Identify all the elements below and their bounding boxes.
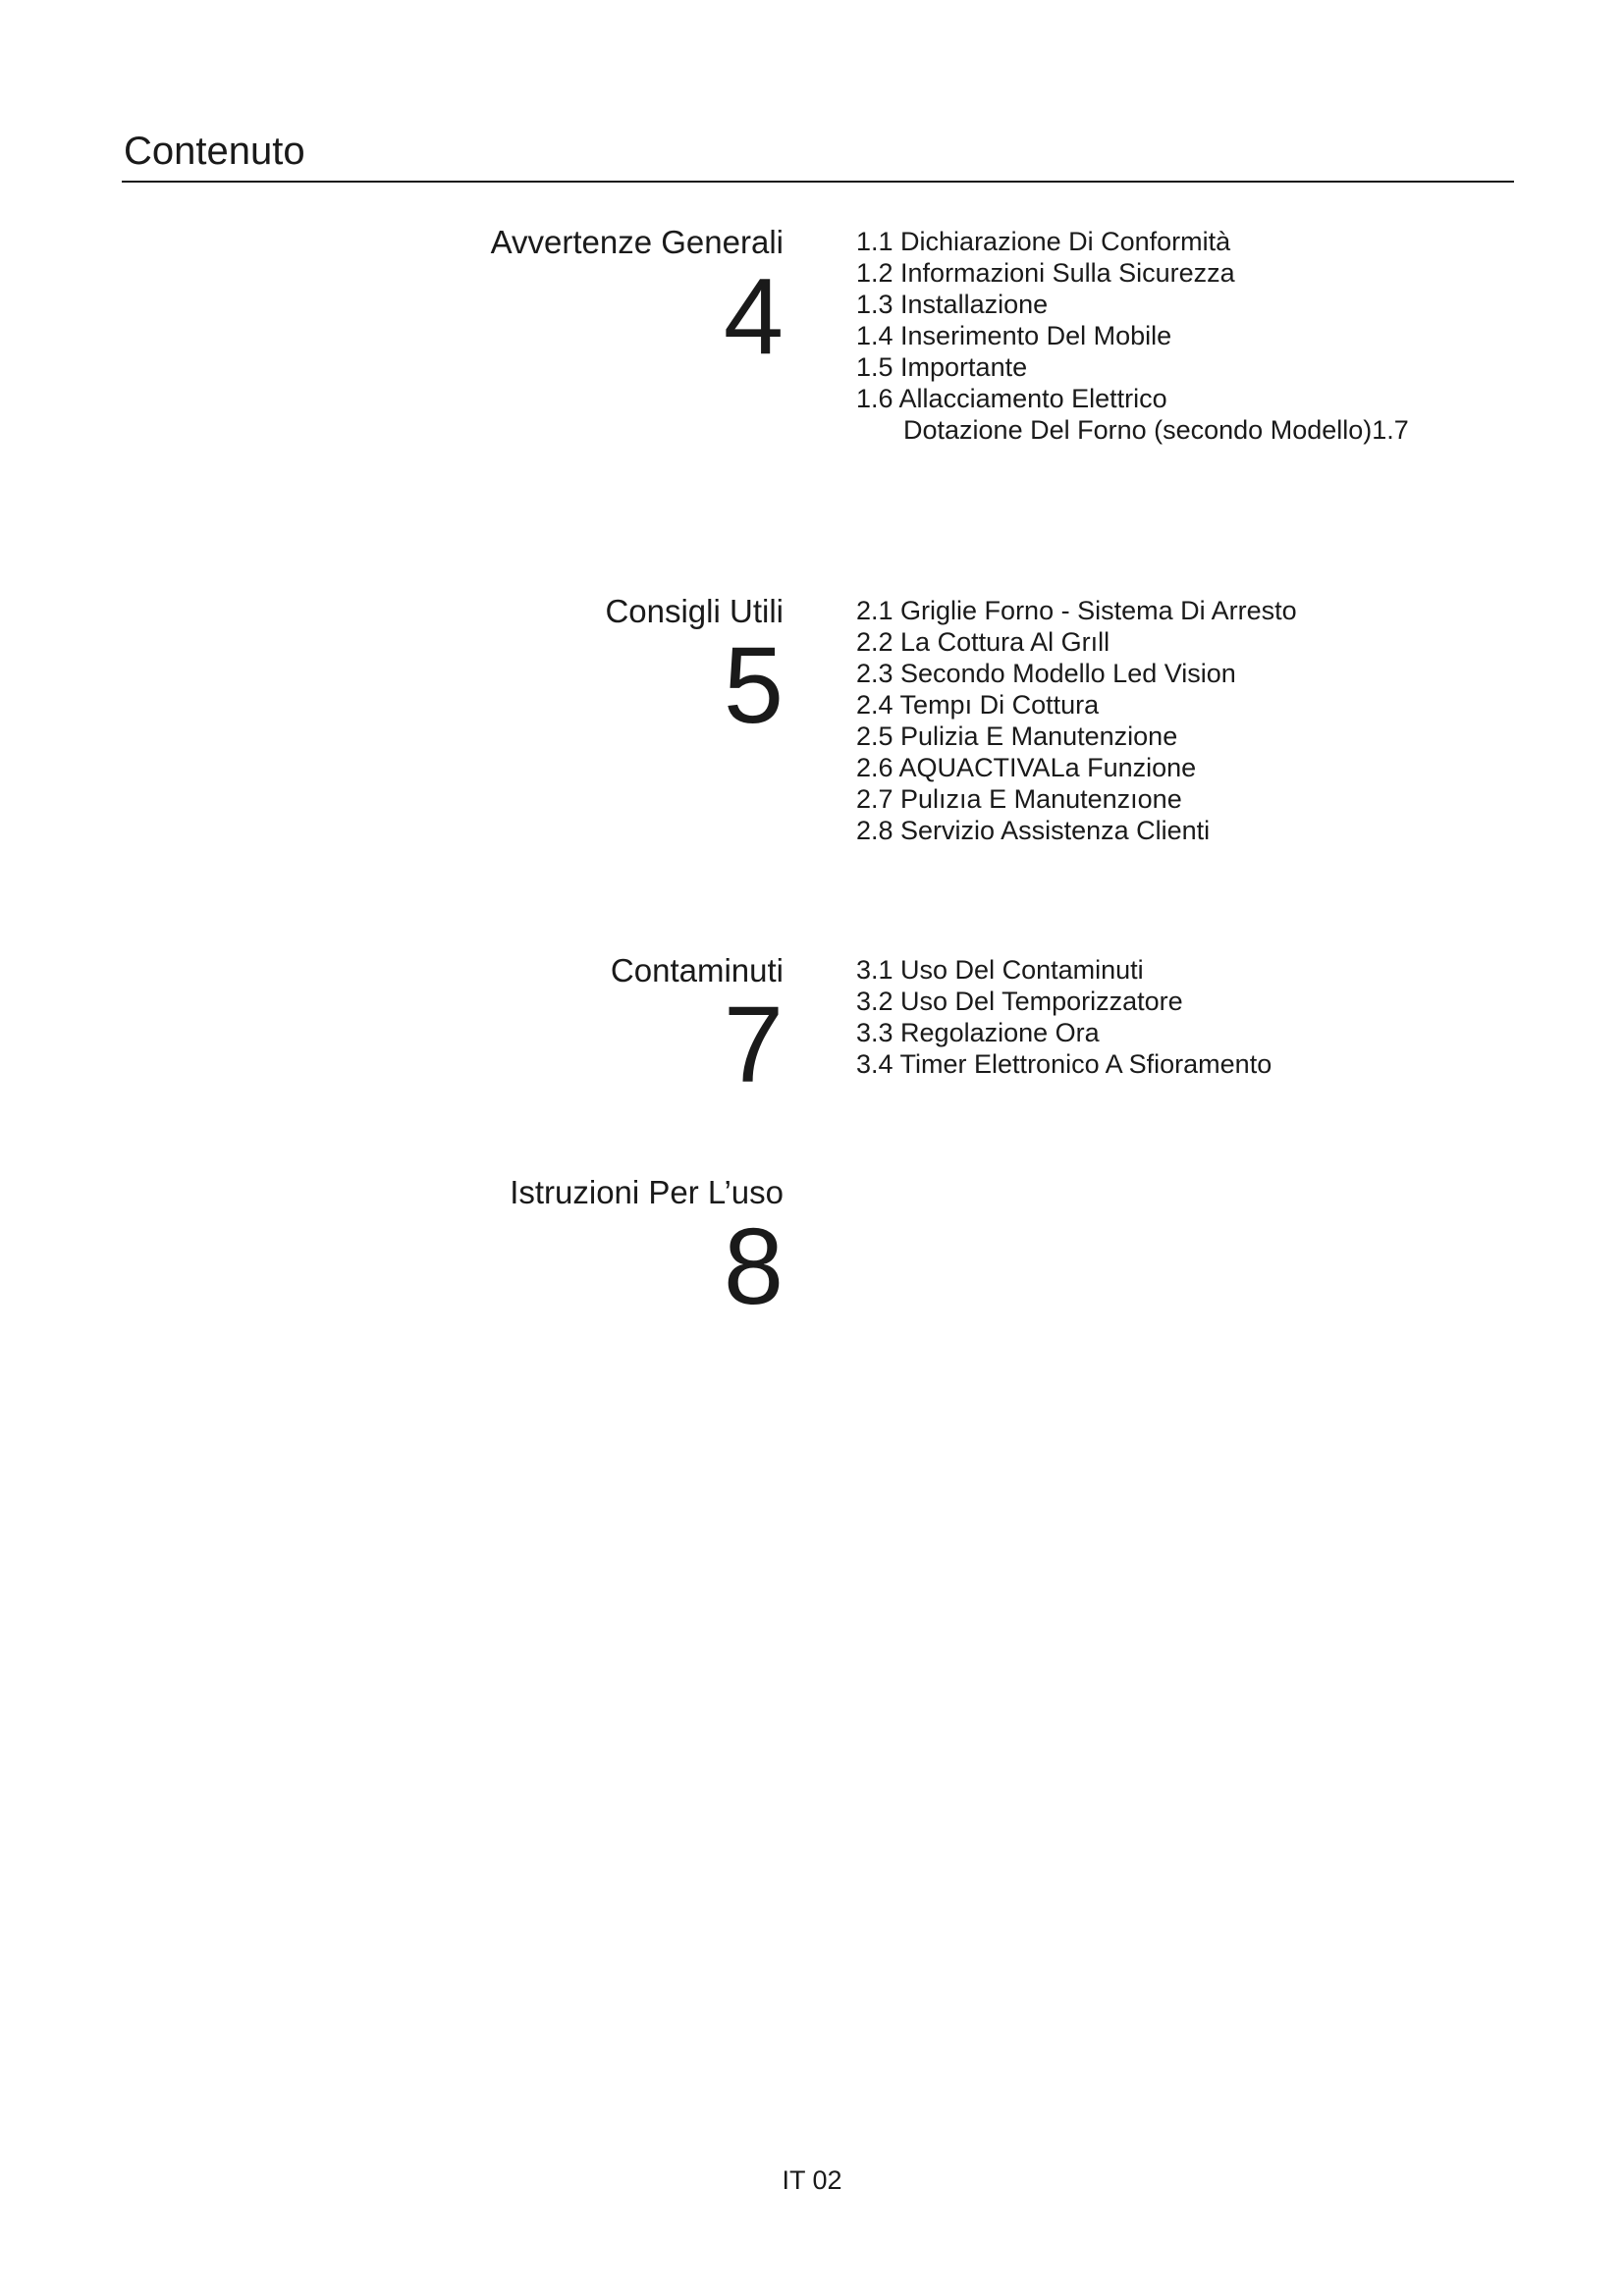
section-heading: Avvertenze Generali bbox=[490, 224, 784, 260]
section-page-number: 8 bbox=[723, 1206, 784, 1327]
toc-item: 2.8 Servizio Assistenza Clienti bbox=[856, 816, 1211, 845]
section-heading: Istruzioni Per L’uso bbox=[510, 1174, 784, 1210]
section-page-number: 4 bbox=[723, 256, 784, 377]
toc-item: 2.7 Pulızıa E Manutenzıone bbox=[856, 784, 1182, 814]
toc-item: 2.3 Secondo Modello Led Vision bbox=[856, 659, 1236, 688]
toc-item: 1.6 Allacciamento Elettrico bbox=[856, 384, 1167, 413]
section-item-list bbox=[856, 226, 1409, 446]
toc-item: 2.1 Griglie Forno - Sistema Di Arresto bbox=[856, 596, 1297, 625]
toc-item: 2.2 La Cottura Al Grıll bbox=[856, 627, 1110, 657]
toc-item: 1.4 Inserimento Del Mobile bbox=[856, 321, 1172, 350]
section-page-number: 7 bbox=[723, 985, 784, 1105]
toc-item: 2.4 Tempı Di Cottura bbox=[856, 690, 1100, 720]
title-divider bbox=[122, 181, 1514, 183]
toc-item: 1.5 Importante bbox=[856, 352, 1028, 382]
toc-item: 2.6 AQUACTIVALa Funzione bbox=[856, 753, 1197, 782]
section-page-number: 5 bbox=[723, 625, 784, 746]
toc-item: 1.3 Installazione bbox=[856, 290, 1049, 319]
page-title: Contenuto bbox=[124, 130, 305, 173]
toc-item: 1.1 Dichiarazione Di Conformità bbox=[856, 227, 1231, 256]
toc-item: 3.2 Uso Del Temporizzatore bbox=[856, 987, 1183, 1016]
section-heading: Consigli Utili bbox=[605, 593, 784, 629]
footer-page-number: IT 02 bbox=[782, 2165, 842, 2195]
section-item-list bbox=[856, 954, 1272, 1080]
section-item-list bbox=[856, 595, 1297, 846]
toc-item: 2.5 Pulizia E Manutenzione bbox=[856, 721, 1178, 751]
toc-item: 1.2 Informazioni Sulla Sicurezza bbox=[856, 258, 1235, 288]
toc-item: 3.1 Uso Del Contaminuti bbox=[856, 955, 1144, 985]
toc-item bbox=[856, 414, 1409, 446]
toc-item-continuation: Dotazione Del Forno (secondo Modello)1.7 bbox=[903, 415, 1409, 445]
section-heading: Contaminuti bbox=[610, 952, 784, 988]
toc-item: 3.3 Regolazione Ora bbox=[856, 1018, 1100, 1047]
toc-item: 3.4 Timer Elettronico A Sfioramento bbox=[856, 1049, 1272, 1079]
